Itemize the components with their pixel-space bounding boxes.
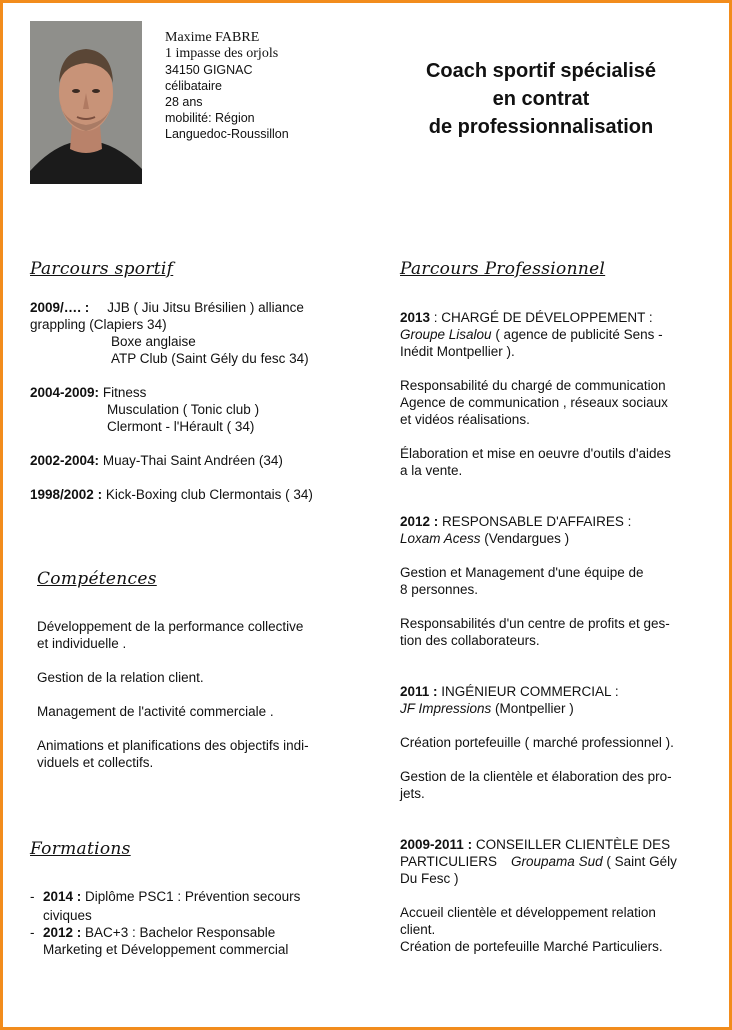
job-2-year: 2012 : xyxy=(400,514,439,529)
formation-2-year: 2012 : xyxy=(43,925,82,940)
sport-entry-2-text: Fitness xyxy=(102,385,147,400)
section-title-parcours-sportif: Parcours sportif xyxy=(30,259,174,279)
job-title-line-1: Coach sportif spécialisé xyxy=(425,60,657,82)
mobility-line-1: mobilité: Région xyxy=(165,111,255,125)
sport-entry-2-line-1 xyxy=(30,384,370,401)
job-title xyxy=(391,57,691,141)
formation-2-text: BAC+3 : Bachelor Responsable xyxy=(85,925,276,940)
job-3-desc-2: Gestion de la clientèle et élaboration des pro- xyxy=(400,769,672,784)
job-3-role: INGÉNIEUR COMMERCIAL : xyxy=(437,684,619,699)
sport-entry-1-year: 2009/…. : xyxy=(30,300,90,315)
job-3-year: 2011 : xyxy=(400,684,438,699)
section-title-formations: Formations xyxy=(30,839,131,859)
job-title-line-3: de professionnalisation xyxy=(428,116,654,138)
sport-entry-1-line-3: Boxe anglaise xyxy=(111,334,196,349)
job-4-company-detail-2: Du Fesc ) xyxy=(400,871,459,886)
sport-entry-4-line-1 xyxy=(30,486,370,503)
job-3-company-detail: (Montpellier ) xyxy=(491,701,574,716)
job-4-role-2: PARTICULIERS xyxy=(400,854,498,869)
sport-entry-2-line-3: Clermont - l'Hérault ( 34) xyxy=(107,419,255,434)
sport-entry-2-line-2: Musculation ( Tonic club ) xyxy=(107,402,260,417)
job-4-desc-1: Accueil clientèle et développement relation xyxy=(400,905,656,920)
sport-entry-3-year: 2002-2004: xyxy=(30,453,100,468)
section-title-competences: Compétences xyxy=(37,569,157,589)
job-3-company-line xyxy=(400,700,710,717)
job-4-company: Groupama Sud xyxy=(511,854,603,869)
city-line: 34150 GIGNAC xyxy=(165,63,253,77)
job-title-line-2: en contrat xyxy=(492,88,590,110)
job-2-desc-2: 8 personnes. xyxy=(400,582,479,597)
marital-status: célibataire xyxy=(165,79,222,93)
job-2-desc-4: tion des collaborateurs. xyxy=(400,633,540,648)
job-4-heading-2 xyxy=(400,853,710,870)
sport-entry-3-line-1 xyxy=(30,452,370,469)
job-2-desc-3: Responsabilités d'un centre de profits et ges- xyxy=(400,616,670,631)
job-1-year: 2013 xyxy=(400,310,431,325)
competence-1-line-2: et individuelle . xyxy=(37,636,127,651)
candidate-name: Maxime FABRE xyxy=(165,30,260,45)
job-1-desc-4: Élaboration et mise en oeuvre d'outils d'aides xyxy=(400,446,671,461)
competence-2-line-1: Gestion de la relation client. xyxy=(37,670,204,685)
identity-block xyxy=(165,30,289,142)
job-1-heading xyxy=(400,309,710,326)
mobility-line-2: Languedoc-Roussillon xyxy=(165,127,289,141)
job-4-company-detail: ( Saint Gély xyxy=(602,854,677,869)
job-4-role: CONSEILLER CLIENTÈLE DES xyxy=(472,837,671,852)
job-2-company-line xyxy=(400,530,710,547)
competences-list xyxy=(37,618,367,771)
job-3-desc-3: jets. xyxy=(400,786,425,801)
sport-entry-4-year: 1998/2002 : xyxy=(30,487,103,502)
competence-3-line-1: Management de l'activité commerciale . xyxy=(37,704,274,719)
job-4-desc-2: client. xyxy=(400,922,436,937)
job-2-heading xyxy=(400,513,710,530)
profile-photo xyxy=(30,21,142,184)
sport-entry-1-line-1 xyxy=(30,299,370,316)
portrait-illustration xyxy=(30,21,142,184)
formation-1-bullet: - xyxy=(30,889,35,904)
formation-2-line-2: Marketing et Développement commercial xyxy=(43,942,289,957)
competence-4-line-2: viduels et collectifs. xyxy=(37,755,154,770)
sport-entry-4-text: Kick-Boxing club Clermontais ( 34) xyxy=(105,487,313,502)
formation-1-line-2: civiques xyxy=(43,908,92,923)
job-2-role: RESPONSABLE D'AFFAIRES : xyxy=(438,514,632,529)
parcours-sportif-list xyxy=(30,299,370,503)
competence-4-line-1: Animations et planifications des objectifs indi- xyxy=(37,738,309,753)
sport-entry-3-text: Muay-Thai Saint Andréen (34) xyxy=(102,453,283,468)
job-1-role: : CHARGÉ DE DÉVELOPPEMENT : xyxy=(430,310,653,325)
job-3-desc-1: Création portefeuille ( marché professionnel ). xyxy=(400,735,674,750)
formation-item-1 xyxy=(30,888,370,924)
age: 28 ans xyxy=(165,95,203,109)
job-3-heading xyxy=(400,683,710,700)
formation-2-bullet: - xyxy=(30,925,35,940)
job-1-company-line xyxy=(400,326,710,343)
formation-1-year: 2014 : xyxy=(43,889,82,904)
address-line: 1 impasse des orjols xyxy=(165,46,279,61)
job-2-company-detail: (Vendargues ) xyxy=(480,531,570,546)
job-1-company: Groupe Lisalou xyxy=(400,327,492,342)
job-4-desc-3: Création de portefeuille Marché Particuliers. xyxy=(400,939,663,954)
competence-1-line-1: Développement de la performance collective xyxy=(37,619,304,634)
formation-item-2 xyxy=(30,924,370,958)
parcours-pro-list xyxy=(400,309,710,955)
sport-entry-2-year: 2004-2009: xyxy=(30,385,100,400)
job-4-year: 2009-2011 : xyxy=(400,837,473,852)
formation-1-text: Diplôme PSC1 : Prévention secours xyxy=(85,889,301,904)
sport-entry-1-line-4: ATP Club (Saint Gély du fesc 34) xyxy=(111,351,309,366)
job-1-desc-5: a la vente. xyxy=(400,463,463,478)
job-1-desc-2: Agence de communication , réseaux sociaux xyxy=(400,395,668,410)
sport-entry-1-text: JJB ( Jiu Jitsu Brésilien ) alliance xyxy=(107,300,304,315)
job-3-company: JF Impressions xyxy=(400,701,492,716)
formations-list xyxy=(30,888,370,958)
job-1-company-detail-2: Inédit Montpellier ). xyxy=(400,344,515,359)
job-1-desc-1: Responsabilité du chargé de communication xyxy=(400,378,666,393)
job-1-company-detail: ( agence de publicité Sens - xyxy=(491,327,663,342)
job-2-desc-1: Gestion et Management d'une équipe de xyxy=(400,565,644,580)
job-2-company: Loxam Acess xyxy=(400,531,481,546)
sport-entry-1-line-2: grappling (Clapiers 34) xyxy=(30,317,167,332)
section-title-parcours-professionnel: Parcours Professionnel xyxy=(400,259,606,279)
job-4-heading xyxy=(400,836,710,853)
job-1-desc-3: et vidéos réalisations. xyxy=(400,412,530,427)
